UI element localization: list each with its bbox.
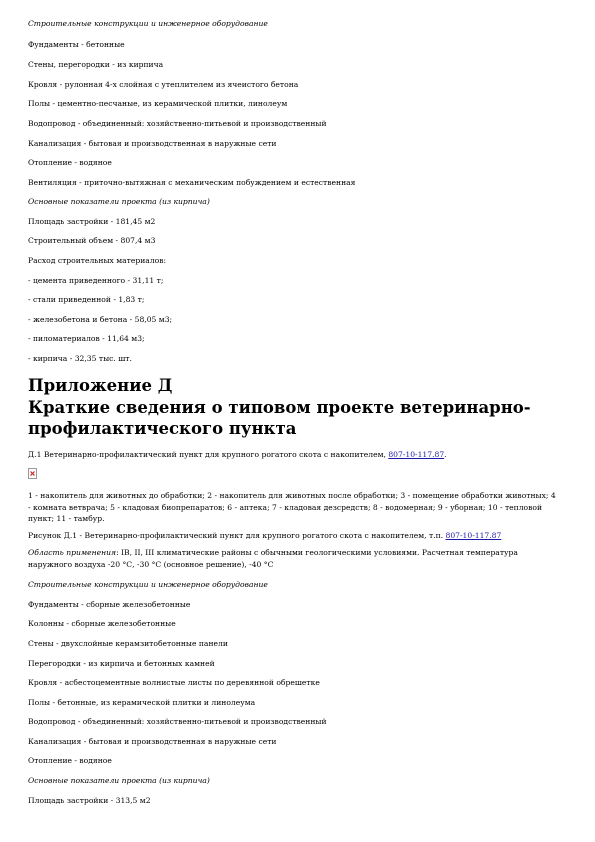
building-volume: Строительный объем - 807,4 м3 — [28, 236, 156, 245]
spec-item: Фундаменты - сборные железобетонные — [28, 600, 191, 609]
spec-item: Стены, перегородки - из кирпича — [28, 60, 164, 69]
material-item: - железобетона и бетона - 58,05 м3; — [28, 315, 173, 324]
spec-item: Полы - цементно-песчаные, из керамической плитки, линолеум — [28, 99, 288, 108]
broken-image-icon — [28, 468, 37, 479]
spec-item: Канализация - бытовая и производственная в наружные сети — [28, 139, 277, 148]
spec-item: Водопровод - объединенный: хозяйственно-питьевой и производственный — [28, 119, 327, 128]
material-item: - цемента приведенного - 31,11 т; — [28, 276, 164, 285]
spec-item: Кровля - асбестоцементные волнистые листы по деревянной обрешетке — [28, 678, 320, 687]
indicators-title: Основные показатели проекта (из кирпича) — [28, 197, 210, 206]
intro-text: Д.1 Ветеринарно-профилактический пункт для крупного рогатого скота с накопителем, — [28, 450, 389, 459]
spec-item: Полы - бетонные, из керамической плитки и линолеума — [28, 698, 256, 707]
intro-end: . — [444, 450, 447, 459]
material-item: - пиломатериалов - 11,64 м3; — [28, 334, 145, 343]
spec-item: Кровля - рулонная 4-х слойная с утеплителем из ячеистого бетона — [28, 80, 299, 89]
scope-label: Область применения — [28, 548, 117, 557]
caption-project-link[interactable]: 807-10-117.87 — [445, 531, 502, 540]
spec-item: Колонны - сборные железобетонные — [28, 619, 176, 628]
caption-text: Рисунок Д.1 - Ветеринарно-профилактический пункт для крупного рогатого скота с накопителем, т.п. — [28, 531, 446, 540]
section-heading: Строительные конструкции и инженерное оборудование — [28, 19, 268, 28]
building-area: Площадь застройки - 181,45 м2 — [28, 217, 156, 226]
spec-item: Фундаменты - бетонные — [28, 40, 125, 49]
figure-caption — [28, 531, 501, 541]
materials-title: Расход строительных материалов: — [28, 256, 167, 265]
material-item: - стали приведенной - 1,83 т; — [28, 295, 145, 304]
spec-item: Канализация - бытовая и производственная в наружные сети — [28, 737, 277, 746]
spec-item: Водопровод - объединенный: хозяйственно-питьевой и производственный — [28, 717, 327, 726]
spec-item: Вентиляция - приточно-вытяжная с механическим побуждением и естественная — [28, 178, 356, 187]
project-link[interactable]: 807-10-117.87 — [388, 450, 445, 459]
spec-item: Отопление - водяное — [28, 756, 112, 765]
spec-item: Перегородки - из кирпича и бетонных камней — [28, 659, 215, 668]
section-heading: Строительные конструкции и инженерное оборудование — [28, 580, 268, 589]
indicators-title: Основные показатели проекта (из кирпича) — [28, 776, 210, 785]
spec-item: Стены - двухслойные керамзитобетонные панели — [28, 639, 228, 648]
spec-item: Отопление - водяное — [28, 158, 112, 167]
appendix-title: Приложение Д — [28, 376, 173, 395]
scope-paragraph — [28, 547, 558, 570]
material-item: - кирпича - 32,35 тыс. шт. — [28, 354, 132, 363]
intro-paragraph — [28, 450, 447, 460]
figure-legend: 1 - накопитель для животных до обработки; 2 - накопитель для животных после обработки; 3 - помещение обработки животных; 4 - комната ветврача; 5 - кладовая биопрепаратов; 6 - аптека; 7 - кладовая дезсредств; 8 - водомерная; 9 - уборная; 10 - тепловой пункт; 11 - тамбур. — [28, 491, 556, 523]
scope-text: : IB, II, III климатические районы с обычными геологическими условиями. Расчетная температура наружного воздуха -20 °С, -30 °С (основное решение), -40 °С — [28, 548, 518, 569]
appendix-subtitle-line1: Краткие сведения о типовом проекте ветеринарно- — [28, 398, 531, 417]
building-area: Площадь застройки - 313,5 м2 — [28, 796, 151, 805]
appendix-subtitle-line2: профилактического пункта — [28, 419, 297, 438]
